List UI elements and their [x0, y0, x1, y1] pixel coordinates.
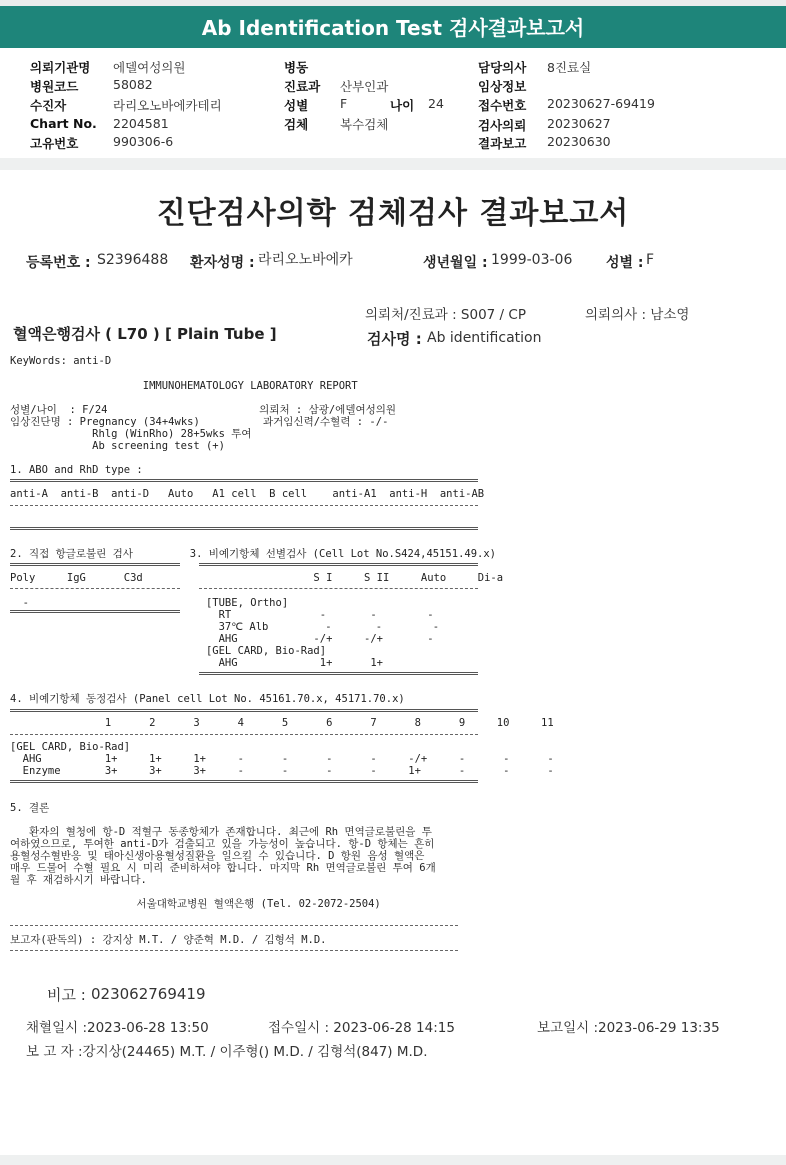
section-panel-title: 4. 비예기항체 동정검사 (Panel cell Lot No. 45161.70.x, 45171.70.x) — [10, 693, 405, 705]
screen-rt-row: RT - - - — [10, 609, 434, 621]
reporters-line: 보고자(판독의) : 강지상 M.T. / 양준혁 M.D. / 김형석 M.D. — [10, 934, 327, 946]
ref-doctor: 의뢰의사 : 남소영 — [585, 307, 690, 323]
rule — [10, 479, 478, 482]
separator-band — [0, 158, 786, 170]
request-label: 검사의뢰 — [478, 118, 527, 133]
rule — [10, 588, 180, 589]
rule — [199, 588, 478, 589]
rule — [10, 734, 478, 735]
doctor-label: 담당의사 — [478, 60, 527, 75]
rule — [10, 780, 478, 783]
unique-label: 고유번호 — [30, 136, 79, 151]
patient-label: 수진자 — [30, 98, 67, 113]
chart-label: Chart No. — [30, 116, 97, 131]
ward-label: 병동 — [284, 60, 309, 75]
remark-value: 023062769419 — [91, 985, 206, 1003]
specimen-label: 검체 — [284, 117, 309, 132]
keywords: KeyWords: anti-D — [10, 355, 112, 367]
conclusion-line-1: 환자의 혈청에 항-D 적혈구 동종항체가 존재합니다. 최근에 Rh 면역글로불린을 투 — [10, 826, 432, 838]
panel-gel-header: [GEL CARD, Bio-Rad] — [10, 741, 131, 753]
clinical-label: 임상정보 — [478, 79, 527, 94]
exam-name: Ab identification — [427, 330, 542, 346]
reporter-line: 보 고 자 :강지상(24465) M.T. / 이주형() M.D. / 김형석(847) M.D. — [26, 1044, 428, 1060]
sex-label: 성별 — [284, 98, 309, 113]
specimen-value: 복수검체 — [340, 117, 389, 132]
screen-ahg-row: AHG -/+ -/+ - — [10, 633, 434, 645]
hospital-value: 에델여성의원 — [113, 60, 186, 75]
rule — [10, 925, 458, 926]
age-value: 24 — [428, 96, 444, 111]
sex-age-line: 성별/나이 : F/24 의뢰처 : 삼광/에델여성의원 — [10, 404, 397, 416]
reg-label: 등록번호 : — [26, 255, 91, 271]
rule — [10, 505, 478, 506]
section-dat-screen-title: 2. 직접 항글로불린 검사 3. 비예기항체 선별검사 (Cell Lot No.S424,45151.49.x) — [10, 548, 497, 560]
ref-dept: 의뢰처/진료과 : S007 / CP — [365, 307, 526, 323]
report-value: 20230630 — [547, 134, 611, 149]
screen-gel-ahg-row: AHG 1+ 1+ — [10, 657, 383, 669]
dept-label: 진료과 — [284, 79, 321, 94]
doctor-value: 8진료실 — [547, 60, 592, 75]
diagnosis-line-2: Rhlg (WinRho) 28+5wks 투여 — [10, 428, 252, 440]
age-label: 나이 — [390, 98, 415, 113]
reported-time: 보고일시 :2023-06-29 13:35 — [537, 1020, 720, 1036]
conclusion-line-2: 여하였으므로, 투여한 anti-D가 검출되고 있을 가능성이 높습니다. 항-D 항체는 흔히 — [10, 838, 435, 850]
dat-screen-header: Poly IgG C3d S I S II Auto Di-a — [10, 572, 504, 584]
rule — [10, 709, 478, 712]
conclusion-line-4: 매우 드물어 수혈 필요 시 미리 준비하셔야 합니다. 마지막 Rh 면역글로불린 투여 6개 — [10, 862, 436, 874]
diagnosis-line: 임상진단명 : Pregnancy (34+4wks) 과거임신력/수혈력 : -/- — [10, 416, 389, 428]
page-title: Ab Identification Test 검사결과보고서 — [0, 6, 786, 48]
lab-report-heading: IMMUNOHEMATOLOGY LABORATORY REPORT — [10, 380, 358, 392]
rule — [10, 950, 458, 951]
rule — [199, 672, 478, 675]
rule — [10, 563, 180, 566]
chart-value: 2204581 — [113, 116, 169, 131]
abo-header: anti-A anti-B anti-D Auto A1 cell B cell anti-A1 anti-H anti-AB — [10, 488, 485, 500]
sex-value-2: F — [646, 252, 655, 268]
report-label: 결과보고 — [478, 136, 527, 151]
conclusion-line-5: 월 후 재검하시기 바랍니다. — [10, 874, 147, 886]
section-abo-title: 1. ABO and RhD type : — [10, 464, 143, 476]
rule — [10, 527, 478, 530]
sex-label-2: 성별 : — [606, 255, 644, 271]
exam-name-label: 검사명 : — [367, 330, 422, 348]
receipt-value: 20230627-69419 — [547, 96, 655, 111]
remark-label: 비고 : — [47, 986, 86, 1004]
dept-value: 산부인과 — [340, 79, 389, 94]
code-label: 병원코드 — [30, 79, 79, 94]
code-value: 58082 — [113, 77, 153, 92]
patient-value: 라리오노바에카테리 — [113, 98, 222, 113]
panel-ahg-row: AHG 1+ 1+ 1+ - - - - -/+ - - - — [10, 753, 554, 765]
received-time: 접수일시 : 2023-06-28 14:15 — [268, 1020, 455, 1036]
report-title: 진단검사의학 검체검사 결과보고서 — [156, 196, 630, 231]
panel-enzyme-row: Enzyme 3+ 3+ 3+ - - - - 1+ - - - — [10, 765, 554, 777]
blood-bank-contact: 서울대학교병원 혈액은행 (Tel. 02-2072-2504) — [10, 898, 381, 910]
hospital-label: 의뢰기관명 — [30, 60, 91, 75]
diagnosis-line-3: Ab screening test (+) — [10, 440, 225, 452]
dob-label: 생년월일 : — [423, 255, 488, 271]
request-value: 20230627 — [547, 116, 611, 131]
screen-gel-header: [GEL CARD, Bio-Rad] — [10, 645, 327, 657]
dat-result-tube-header: - [TUBE, Ortho] — [10, 597, 289, 609]
reg-value: S2396488 — [97, 252, 169, 268]
section-conclusion-title: 5. 결론 — [10, 802, 50, 814]
exam-group: 혈액은행검사 ( L70 ) [ Plain Tube ] — [13, 325, 277, 343]
sex-value: F — [340, 96, 348, 111]
rule — [199, 563, 478, 566]
bottom-band — [0, 1155, 786, 1165]
name-value: 라리오노바에카 — [258, 252, 353, 268]
panel-header: 1 2 3 4 5 6 7 8 9 10 11 — [10, 717, 554, 729]
screen-37c-row: 37℃ Alb - - - — [10, 621, 440, 633]
name-label: 환자성명 : — [190, 255, 255, 271]
conclusion-line-3: 용혈성수혈반응 및 태아신생아용혈성질환을 일으킬 수 있습니다. D 항원 음성 혈액은 — [10, 850, 425, 862]
collected-time: 채혈일시 :2023-06-28 13:50 — [26, 1020, 209, 1036]
unique-value: 990306-6 — [113, 134, 174, 149]
receipt-label: 접수번호 — [478, 98, 527, 113]
dob-value: 1999-03-06 — [491, 252, 573, 268]
